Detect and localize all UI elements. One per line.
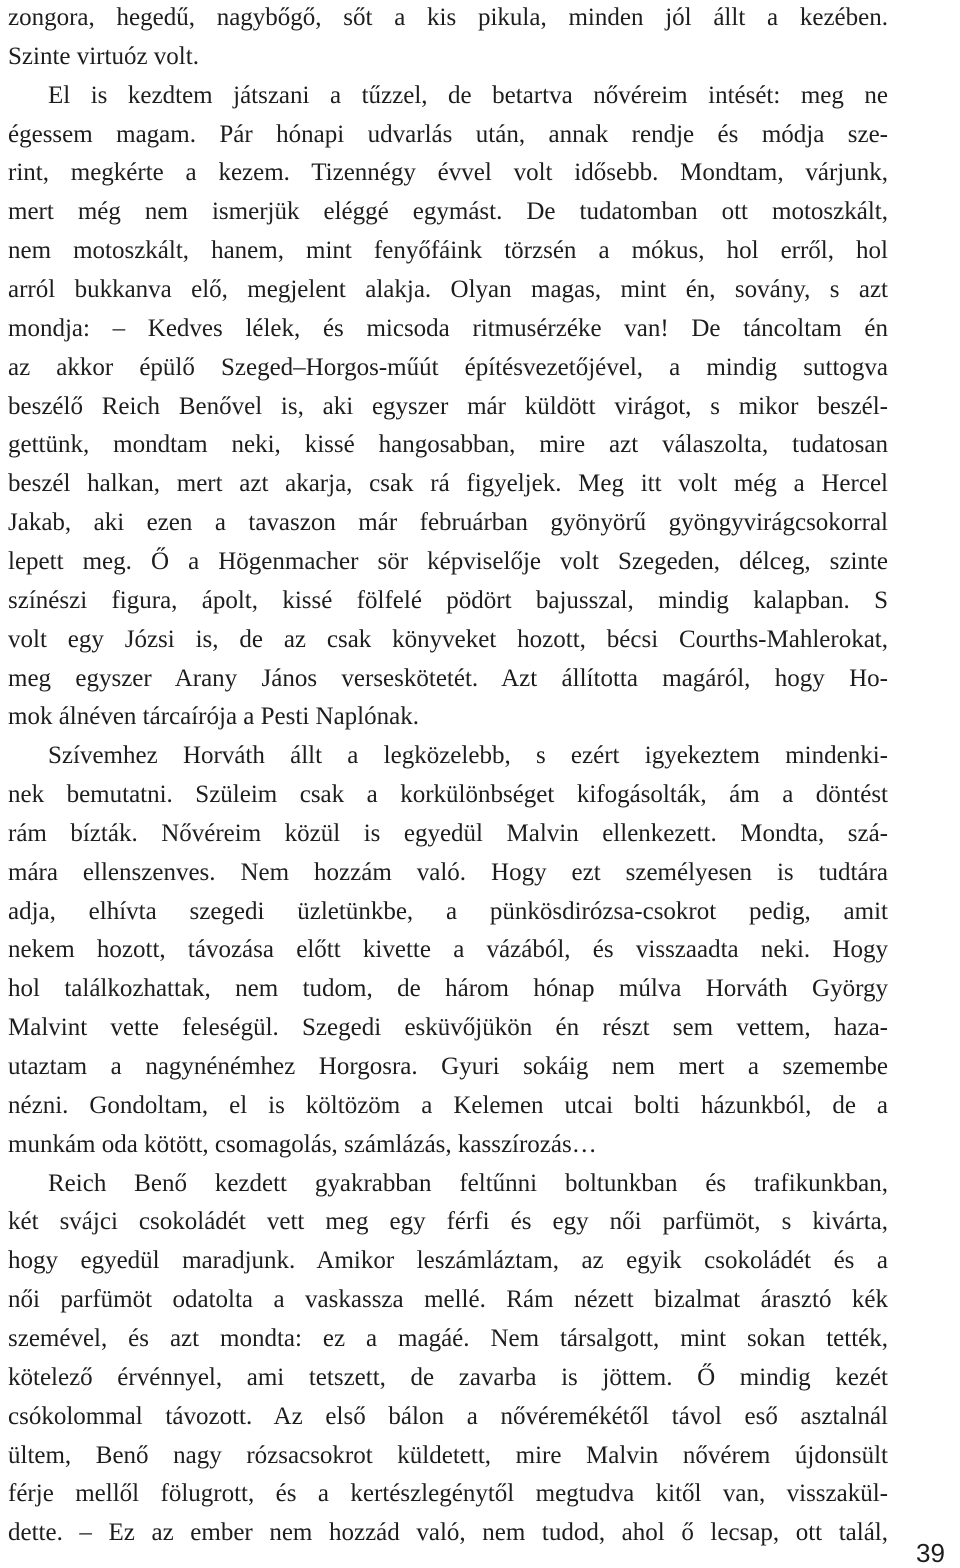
text-line: gettünk, mondtam neki, kissé hangosabban, mire azt válaszolta, tudatosan (8, 431, 888, 459)
text-line: hogy egyedül maradjunk. Amikor leszámláztam, az egyik csokoládét és a (8, 1247, 888, 1275)
text-line: nekem hozott, távozása előtt kivette a vázából, és visszaadta neki. Hogy (8, 936, 888, 964)
page-number: 39 (916, 1538, 945, 1568)
text-line: nek bemutatni. Szüleim csak a korkülönbséget kifogásolták, ám a döntést (8, 781, 888, 808)
text-line: mok álnéven tárcaírója a Pesti Naplónak. (8, 703, 419, 731)
text-line: színészi figura, ápolt, kissé fölfelé pödört bajusszal, mindig kalapban. S (8, 586, 888, 614)
text-line: férje mellől fölugrott, és a kertészlegénytől megtudva kitől van, visszakül- (8, 1480, 888, 1508)
text-line: rám bízták. Nővéreim közül is egyedül Malvin ellenkezett. Mondta, szá- (8, 819, 888, 847)
text-line: Szinte virtuóz volt. (8, 42, 199, 70)
text-line: kötelező érvénnyel, ami tetszett, de zavarba is jöttem. Ő mindig kezét (8, 1363, 888, 1391)
text-line: volt egy Józsi is, de az csak könyveket hozott, bécsi Courths-Mahlerokat, (8, 625, 888, 653)
text-line: nézni. Gondoltam, el is költözöm a Kelemen utcai bolti házunkból, de a (8, 1091, 888, 1119)
text-line: az akkor épülő Szeged–Horgos-műút építésvezetőjével, a mindig suttogva (8, 353, 888, 381)
text-line: Jakab, aki ezen a tavaszon már februárban gyönyörű gyöngyvirágcsokorral (8, 509, 888, 537)
text-line: csókolommal távozott. Az első bálon a nővéremékétől távol eső asztalnál (8, 1402, 888, 1430)
text-line: két svájci csokoládét vett meg egy férfi és egy női parfümöt, s kivárta, (8, 1208, 888, 1236)
text-line: szemével, és azt mondta: ez a magáé. Nem társalgott, mint sokan tették, (8, 1324, 888, 1352)
text-line: nem motoszkált, hanem, mint fenyőfáink törzsén a mókus, hol erről, hol (8, 237, 888, 265)
text-line: arról bukkanva elő, megjelent alakja. Olyan magas, mint én, sovány, s azt (8, 275, 888, 303)
text-line: adja, elhívta szegedi üzletünkbe, a pünkösdirózsa-csokrot pedig, amit (8, 897, 888, 925)
text-line: beszélő Reich Benővel is, aki egyszer már küldött virágot, s mikor beszél- (8, 392, 888, 420)
text-line: égessem magam. Pár hónapi udvarlás után, annak rendje és módja sze- (8, 120, 888, 148)
text-line: mert még nem ismerjük eléggé egymást. De tudatomban ott motoszkált, (8, 198, 888, 226)
text-line: dette. – Ez az ember nem hozzád való, nem tudod, ahol ő lecsap, ott talál, (8, 1519, 888, 1547)
text-line: lepett meg. Ő a Högenmacher sör képviselője volt Szegeden, délceg, szinte (8, 547, 888, 575)
text-line: hol találkozhattak, nem tudom, de három hónap múlva Horváth György (8, 975, 888, 1003)
text-line: Reich Benő kezdett gyakrabban feltűnni boltunkban és trafikunkban, (48, 1169, 888, 1197)
text-line: női parfümöt odatolta a vaskassza mellé. Rám nézett bizalmat árasztó kék (8, 1286, 888, 1313)
text-line: rint, megkérte a kezem. Tizennégy évvel volt idősebb. Mondtam, várjunk, (8, 159, 888, 187)
text-line: meg egyszer Arany János verseskötetét. Azt állította magáról, hogy Ho- (8, 664, 888, 692)
text-line: beszél halkan, mert azt akarja, csak rá figyeljek. Meg itt volt még a Hercel (8, 470, 888, 498)
text-line: munkám oda kötött, csomagolás, számlázás, kasszírozás… (8, 1130, 597, 1158)
text-line: utaztam a nagynénémhez Horgosra. Gyuri sokáig nem mert a szemembe (8, 1053, 888, 1080)
text-line: mára ellenszenves. Nem hozzám való. Hogy ezt személyesen is tudtára (8, 858, 888, 886)
text-line: El is kezdtem játszani a tűzzel, de betartva nővéreim intését: meg ne (48, 81, 888, 109)
text-line: Szívemhez Horváth állt a legközelebb, s ezért igyekeztem mindenki- (48, 742, 888, 770)
text-line: Malvint vette feleségül. Szegedi esküvőjükön én részt sem vettem, haza- (8, 1014, 888, 1042)
text-line: mondja: – Kedves lélek, és micsoda ritmusérzéke van! De táncoltam én (8, 314, 888, 342)
text-line: ültem, Benő nagy rózsacsokrot küldetett, mire Malvin nővérem újdonsült (8, 1441, 888, 1469)
text-line: zongora, hegedű, nagybőgő, sőt a kis pikula, minden jól állt a kezében. (8, 4, 888, 31)
